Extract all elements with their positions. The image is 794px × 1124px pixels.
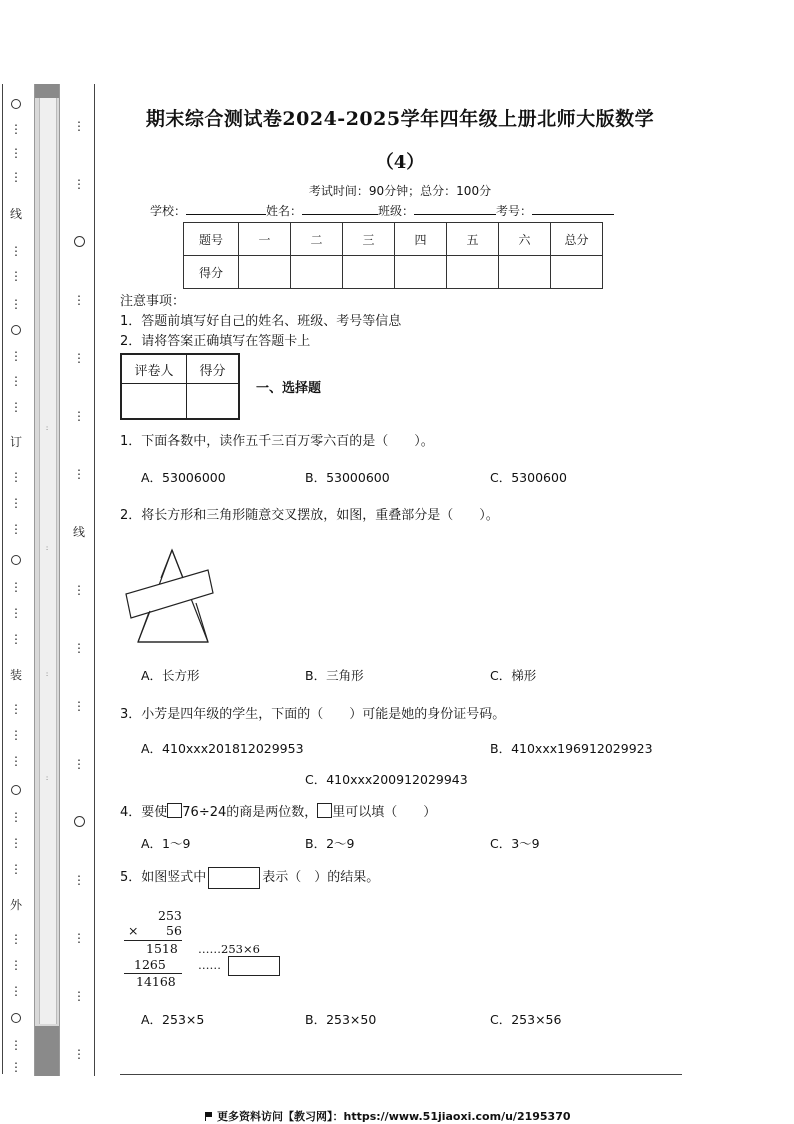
question-5-option-a[interactable]: A．253×5: [141, 1012, 205, 1027]
dots: ⋮: [10, 496, 22, 510]
band-mark: :: [45, 424, 49, 432]
band-dark-bottom: [35, 1026, 59, 1076]
dots: ⋮: [10, 580, 22, 594]
dots: ⋮: [10, 632, 22, 646]
dots: ⋮: [73, 467, 85, 481]
class-field[interactable]: [414, 202, 496, 215]
question-2-option-b[interactable]: B．三角形: [305, 668, 364, 683]
question-1-stem: 1．下面各数中，读作五千三百万零六百的是（ ）。: [120, 434, 434, 449]
dots: ⋮: [10, 932, 22, 946]
dots: ⋮: [73, 583, 85, 597]
score-header-cell: 题号: [184, 223, 239, 256]
class-label: 班级：: [378, 204, 415, 218]
dots: ⋮: [73, 177, 85, 191]
score-table: [183, 222, 603, 289]
notes-item: 1．答题前填写好自己的姓名、班级、考号等信息: [120, 314, 402, 329]
band-mark: :: [45, 774, 49, 782]
id-label: 考号：: [496, 204, 533, 218]
question-2-option-a[interactable]: A．长方形: [141, 668, 200, 683]
question-5-option-c[interactable]: C．253×56: [490, 1012, 562, 1027]
band-inner-strip: [39, 98, 57, 1024]
triangle-edge: [196, 603, 208, 642]
band-dark-top: [35, 84, 59, 98]
vertical-multiplication: [120, 908, 300, 992]
binding-circle: [0, 1013, 32, 1023]
footer-link[interactable]: [205, 1108, 571, 1124]
dots: ⋮: [10, 374, 22, 388]
binding-label-zhuang: 装: [9, 668, 22, 682]
score-header-cell: 三: [343, 223, 395, 256]
partial-note-2: ……: [198, 958, 221, 972]
triangle-edge: [161, 550, 172, 578]
score-cell[interactable]: [447, 256, 499, 289]
dots: ⋮: [10, 836, 22, 850]
dots: ⋮: [73, 757, 85, 771]
dots: ⋮: [10, 269, 22, 283]
name-label: 姓名：: [266, 204, 303, 218]
dots: ⋮: [10, 754, 22, 768]
dots: ⋮: [10, 1038, 22, 1052]
grader-header-row: [121, 354, 239, 384]
dots: ⋮: [73, 351, 85, 365]
binding-label-xian: 线: [9, 207, 22, 221]
question-4-stem-start: 4．要使: [120, 805, 168, 820]
binding-circle: [0, 785, 32, 795]
triangle-edge: [172, 550, 183, 578]
score-cell[interactable]: [551, 256, 603, 289]
rectangle-shape: [126, 570, 213, 618]
question-3-option-c[interactable]: C．410xxx200912029943: [305, 772, 468, 787]
binding-gray-band: [34, 84, 60, 1076]
dots: ⋮: [73, 699, 85, 713]
name-field[interactable]: [328, 202, 378, 215]
multiplicand: 253: [158, 908, 182, 923]
question-1-option-a[interactable]: A．53006000: [141, 470, 226, 485]
dots: ⋮: [10, 702, 22, 716]
question-4-option-a[interactable]: A．1～9: [141, 836, 191, 851]
dots: ⋮: [10, 146, 22, 160]
question-3-stem: 3．小芳是四年级的学生，下面的（ ）可能是她的身份证号码。: [120, 707, 506, 722]
rectangle-triangle-figure: [120, 548, 220, 648]
score-header-cell: 二: [291, 223, 343, 256]
binding-circle: [64, 236, 94, 247]
dots: ⋮: [10, 170, 22, 184]
blank-gap: [302, 202, 328, 215]
question-1-option-b[interactable]: B．53000600: [305, 470, 390, 485]
score-cell[interactable]: [343, 256, 395, 289]
question-3-option-b[interactable]: B．410xxx196912029923: [490, 741, 653, 756]
question-4-stem-middle: 76÷24的商是两位数，: [182, 805, 318, 820]
score-cell[interactable]: [291, 256, 343, 289]
dots: ⋮: [73, 1047, 85, 1061]
dots: ⋮: [73, 873, 85, 887]
question-5-stem-start: 5．如图竖式中: [120, 870, 207, 885]
grader-score-cell[interactable]: [187, 384, 240, 420]
dots: ⋮: [10, 522, 22, 536]
question-2-option-c[interactable]: C．梯形: [490, 668, 537, 683]
binding-circle: [0, 555, 32, 565]
score-header-cell: 四: [395, 223, 447, 256]
grader-label: 评卷人: [121, 354, 187, 384]
grader-value-row: [121, 384, 239, 420]
student-info-row: [150, 202, 614, 219]
dots: ⋮: [10, 958, 22, 972]
score-header-row: [184, 223, 603, 256]
dots: ⋮: [73, 641, 85, 655]
dots: ⋮: [10, 244, 22, 258]
score-header-cell: 一: [239, 223, 291, 256]
blank-square: [317, 803, 332, 818]
dots: ⋮: [73, 293, 85, 307]
score-cell[interactable]: [499, 256, 551, 289]
blank-square: [167, 803, 182, 818]
dots: ⋮: [10, 606, 22, 620]
question-4-stem-end: 里可以填（ ）: [332, 805, 437, 820]
dots: ⋮: [73, 931, 85, 945]
multiply-sign: ×: [128, 923, 139, 938]
dots: ⋮: [73, 409, 85, 423]
score-header-cell: 总分: [551, 223, 603, 256]
answer-box: [228, 956, 280, 976]
score-row-label: 得分: [184, 256, 239, 289]
final-product: 14168: [136, 974, 176, 989]
partial-product-2: 1265: [134, 957, 166, 972]
question-1-option-c[interactable]: C．5300600: [490, 470, 567, 485]
grader-table: [120, 353, 240, 420]
score-value-row: [184, 256, 603, 289]
dots: ⋮: [10, 728, 22, 742]
section-title: 一、选择题: [256, 381, 322, 396]
band-mark: :: [45, 670, 49, 678]
exam-meta: 考试时间：90分钟；总分：100分: [308, 184, 492, 198]
page-subtitle: （4）: [375, 152, 425, 173]
id-field[interactable]: [532, 202, 614, 215]
partial-product-1: 1518: [146, 941, 178, 956]
multiplier: 56: [166, 923, 182, 938]
dots: ⋮: [73, 119, 85, 133]
score-header-cell: 六: [499, 223, 551, 256]
binding-label-ding: 订: [9, 435, 22, 449]
binding-right-rule: [94, 84, 95, 1076]
dots: ⋮: [10, 470, 22, 484]
band-mark: :: [45, 544, 49, 552]
dots: ⋮: [10, 810, 22, 824]
flag-icon: [205, 1112, 213, 1121]
binding-circle: [0, 99, 32, 109]
school-field[interactable]: [186, 202, 266, 215]
notes-item: 2．请将答案正确填写在答题卡上: [120, 334, 311, 349]
dots: ⋮: [10, 984, 22, 998]
binding-label-wai: 外: [9, 898, 22, 912]
question-5-option-b[interactable]: B．253×50: [305, 1012, 377, 1027]
question-4-stem: [120, 801, 436, 820]
inner-binding-column: [64, 100, 94, 1070]
outer-binding-column: [0, 85, 32, 1075]
partial-note-1: ……253×6: [198, 942, 260, 956]
grader-cell[interactable]: [121, 384, 187, 420]
notes-block: [120, 292, 401, 352]
question-4-option-b[interactable]: B．2～9: [305, 836, 355, 851]
dots: ⋮: [10, 1060, 22, 1074]
dots: ⋮: [73, 989, 85, 1003]
notes-heading: 注意事项：: [120, 294, 186, 309]
score-cell[interactable]: [395, 256, 447, 289]
question-5-stem: [120, 866, 379, 889]
page-title: 期末综合测试卷2024-2025学年四年级上册北师大版数学: [145, 108, 655, 130]
score-cell[interactable]: [239, 256, 291, 289]
grader-score-label: 得分: [187, 354, 240, 384]
dots: ⋮: [10, 349, 22, 363]
dots: ⋮: [10, 122, 22, 136]
question-5-stem-end: 表示（ ）的结果。: [262, 870, 380, 885]
question-4-option-c[interactable]: C．3～9: [490, 836, 540, 851]
answer-box: [208, 867, 260, 889]
binding-circle: [64, 816, 94, 827]
question-3-option-a[interactable]: A．410xxx201812029953: [141, 741, 304, 756]
binding-circle: [0, 325, 32, 335]
question-2-stem: 2．将长方形和三角形随意交叉摆放，如图，重叠部分是（ ）。: [120, 508, 499, 523]
school-label: 学校：: [150, 204, 187, 218]
inner-binding-label-xian: 线: [72, 525, 85, 539]
dots: ⋮: [10, 862, 22, 876]
footer-text: 更多资料访问【教习网】：https://www.51jiaoxi.com/u/2195370: [217, 1110, 571, 1123]
dots: ⋮: [10, 400, 22, 414]
score-header-cell: 五: [447, 223, 499, 256]
dots: ⋮: [10, 297, 22, 311]
footer-rule: [120, 1074, 682, 1075]
